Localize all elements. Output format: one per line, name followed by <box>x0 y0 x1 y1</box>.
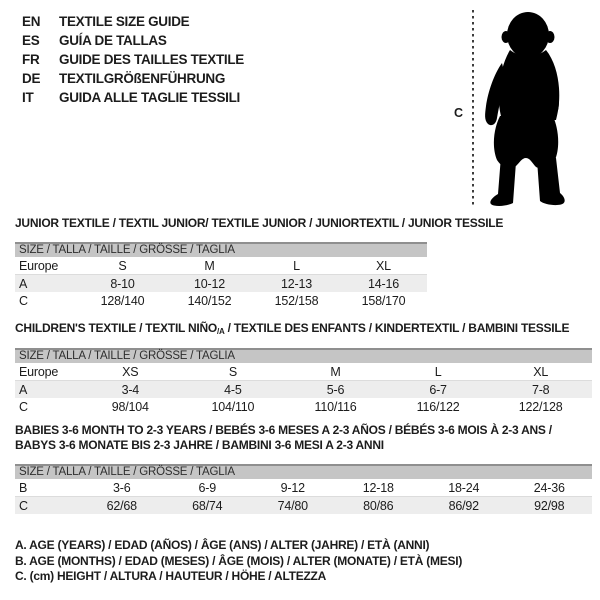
babies-size-table <box>15 464 592 514</box>
language-row-en <box>22 12 244 31</box>
table-cell: 116/122 <box>416 399 460 414</box>
column-header-size: XL <box>376 258 391 273</box>
table-cell: 10-12 <box>194 276 225 291</box>
column-header-region: Europe <box>19 364 59 379</box>
height-measure-dotted-line <box>472 10 474 208</box>
guide-title-de: TEXTILGRÖßENFÜHRUNG <box>59 71 226 86</box>
children-size-table <box>15 348 592 415</box>
table-row-age <box>15 381 592 398</box>
language-row-es <box>22 31 244 50</box>
section-title-children-post: / TEXTILE DES ENFANTS / KINDERTEXTIL / BAMBINI TESSILE <box>224 321 570 335</box>
guide-title-fr: GUIDE DES TAILLES TEXTILE <box>59 52 245 67</box>
section-title-babies <box>15 423 552 453</box>
table-cell: 3-4 <box>121 382 140 397</box>
baby-head <box>507 12 549 58</box>
row-label: A <box>19 276 28 291</box>
table-row-height <box>15 398 592 415</box>
row-label: C <box>19 399 28 414</box>
language-row-de <box>22 69 244 88</box>
table-row-height <box>15 292 427 309</box>
table-cell: 110/116 <box>314 399 357 414</box>
language-row-fr <box>22 50 244 69</box>
row-label: C <box>19 293 28 308</box>
language-code: ES <box>22 33 40 48</box>
table-cell: 5-6 <box>326 382 345 397</box>
table-row-age-months <box>15 479 592 497</box>
language-code: DE <box>22 71 41 86</box>
language-code: EN <box>22 14 41 29</box>
language-code: IT <box>22 90 34 105</box>
table-cell: 104/110 <box>211 399 255 414</box>
footnote-age-years: A. AGE (YEARS) / EDAD (AÑOS) / ÂGE (ANS) / ALTER (JAHRE) / ETÀ (ANNI) <box>15 538 430 552</box>
table-cell: 86/92 <box>448 498 479 513</box>
table-cell: 152/158 <box>274 293 319 308</box>
row-label: C <box>19 498 28 513</box>
table-cell: 158/170 <box>361 293 406 308</box>
footnotes-block <box>15 538 462 585</box>
language-title-block <box>22 12 244 107</box>
table-cell: 14-16 <box>368 276 399 291</box>
section-title-children <box>15 321 569 336</box>
table-cell: 122/128 <box>518 399 563 414</box>
guide-title-es: GUÍA DE TALLAS <box>59 33 167 48</box>
size-header-bar: SIZE / TALLA / TAILLE / GRÖSSE / TAGLIA <box>15 242 427 257</box>
table-cell: 8-10 <box>110 276 135 291</box>
table-cell: 4-5 <box>224 382 242 397</box>
table-cell: 7-8 <box>531 382 550 397</box>
column-header-size: L <box>434 364 442 379</box>
section-title-children-sub: /A <box>216 327 225 336</box>
table-cell: 24-36 <box>533 480 565 495</box>
table-cell: 12-18 <box>362 480 394 495</box>
language-row-it <box>22 88 244 107</box>
table-cell: 6-9 <box>198 480 216 495</box>
table-cell: 62/68 <box>106 498 137 513</box>
table-cell: 9-12 <box>280 480 305 495</box>
table-cell: 18-24 <box>448 480 480 495</box>
column-header-region: Europe <box>19 258 59 273</box>
column-header-size: XS <box>122 364 139 379</box>
column-header-size: M <box>204 258 215 273</box>
table-cell: 128/140 <box>100 293 145 308</box>
guide-title-en: TEXTILE SIZE GUIDE <box>59 14 190 29</box>
section-title-children-pre: CHILDREN'S TEXTILE / TEXTIL NIÑO <box>15 321 217 335</box>
toddler-silhouette-image <box>480 8 570 208</box>
table-cell: 74/80 <box>277 498 308 513</box>
table-cell: 80/86 <box>363 498 394 513</box>
column-header-size: XL <box>533 364 549 379</box>
footnote-age-months: B. AGE (MONTHS) / EDAD (MESES) / ÂGE (MOIS) / ALTER (MONATE) / ETÀ (MESI) <box>15 553 463 568</box>
table-cell: 140/152 <box>187 293 232 308</box>
section-title-babies-line1: BABIES 3-6 MONTH TO 2-3 YEARS / BEBÉS 3-6 MESES A 2-3 AÑOS / BÉBÉS 3-6 MOIS À 2-3 ANS / <box>15 423 552 437</box>
column-header-size: M <box>330 364 341 379</box>
row-label: A <box>19 382 28 397</box>
row-label: B <box>19 480 28 495</box>
table-cell: 68/74 <box>192 498 223 513</box>
table-row-age <box>15 275 427 292</box>
table-row-columns <box>15 363 592 381</box>
table-row-height <box>15 497 592 514</box>
table-cell: 92/98 <box>534 498 565 513</box>
column-header-size: S <box>228 364 237 379</box>
junior-size-table <box>15 242 427 309</box>
column-header-size: L <box>293 258 300 273</box>
table-cell: 3-6 <box>113 480 131 495</box>
table-row-columns <box>15 257 427 275</box>
table-cell: 6-7 <box>429 382 447 397</box>
table-cell: 12-13 <box>281 276 312 291</box>
table-cell: 98/104 <box>111 399 149 414</box>
section-title-babies-line2: BABYS 3-6 MONATE BIS 2-3 JAHRE / BAMBINI 3-6 MESI A 2-3 ANNI <box>15 438 384 452</box>
size-header-bar: SIZE / TALLA / TAILLE / GRÖSSE / TAGLIA <box>15 464 592 479</box>
guide-title-it: GUIDA ALLE TAGLIE TESSILI <box>59 90 240 105</box>
language-code: FR <box>22 52 40 67</box>
section-title-junior: JUNIOR TEXTILE / TEXTIL JUNIOR/ TEXTILE JUNIOR / JUNIORTEXTIL / JUNIOR TESSILE <box>15 216 504 230</box>
column-header-size: S <box>118 258 127 273</box>
height-measure-label: C <box>454 106 464 120</box>
footnote-height-cm: C. (cm) HEIGHT / ALTURA / HAUTEUR / HÖHE / ALTEZZA <box>15 569 327 583</box>
size-header-bar: SIZE / TALLA / TAILLE / GRÖSSE / TAGLIA <box>15 348 592 363</box>
